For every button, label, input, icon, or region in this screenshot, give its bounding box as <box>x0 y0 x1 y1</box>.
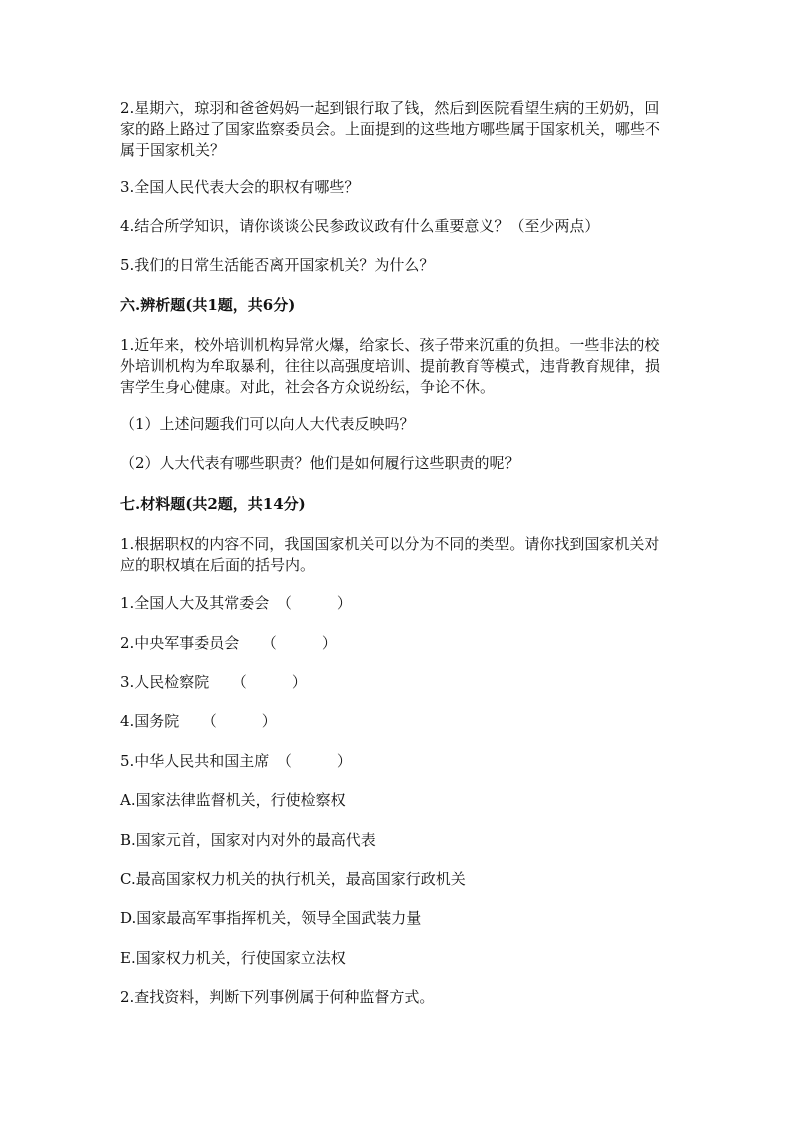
question-6-1-sub-2 <box>120 453 668 474</box>
option-d <box>120 908 668 929</box>
option-text: D.国家最高军事指挥机关，领导全国武装力量 <box>120 909 422 927</box>
question-5-5 <box>120 255 668 276</box>
question-text: 5.我们的日常生活能否离开国家机关？为什么？ <box>120 256 435 274</box>
question-text: 1.根据职权的内容不同，我国国家机关可以分为不同的类型。请你找到国家机关对应的职权填在后面的括号内。 <box>120 535 660 574</box>
matching-item-text: 2.中央军事委员会 （ ） <box>120 634 337 652</box>
option-text: A.国家法律监督机关，行使检察权 <box>120 791 346 809</box>
section-heading: 六.辨析题(共1题，共6分) <box>120 296 296 314</box>
question-text: 4.结合所学知识，请你谈谈公民参政议政有什么重要意义？（至少两点） <box>120 217 600 235</box>
option-text: E.国家权力机关，行使国家立法权 <box>120 949 346 967</box>
section-heading: 七.材料题(共2题，共14分) <box>120 495 306 513</box>
matching-item-text: 1.全国人大及其常委会 （ ） <box>120 594 352 612</box>
section-7-heading <box>120 494 668 515</box>
section-6-heading <box>120 295 668 316</box>
matching-item-text: 3.人民检察院 （ ） <box>120 673 307 691</box>
question-5-4 <box>120 216 668 237</box>
question-text: 1.近年来，校外培训机构异常火爆，给家长、孩子带来沉重的负担。一些非法的校外培训机构为牟取暴利，往往以高强度培训、提前教育等模式，违背教育规律，损害学生身心健康。对此，社会各方众说纷纭，争论不休。 <box>120 336 661 396</box>
matching-item-text: 5.中华人民共和国主席 （ ） <box>120 752 352 770</box>
question-6-1 <box>120 335 668 398</box>
question-7-1 <box>120 534 668 576</box>
question-6-1-sub-1 <box>120 414 668 435</box>
question-text: 2.查找资料，判断下列事例属于何种监督方式。 <box>120 988 435 1006</box>
question-7-2 <box>120 987 668 1008</box>
matching-item-3 <box>120 672 668 693</box>
option-c <box>120 869 668 890</box>
matching-item-5 <box>120 751 668 772</box>
matching-item-2 <box>120 633 668 654</box>
matching-item-1 <box>120 593 668 614</box>
sub-question-text: （1）上述问题我们可以向人大代表反映吗？ <box>120 415 415 433</box>
question-text: 3.全国人民代表大会的职权有哪些？ <box>120 178 360 196</box>
option-a <box>120 790 668 811</box>
matching-item-text: 4.国务院 （ ） <box>120 712 277 730</box>
sub-question-text: （2）人大代表有哪些职责？他们是如何履行这些职责的呢？ <box>120 454 520 472</box>
question-5-2 <box>120 98 668 161</box>
option-e <box>120 948 668 969</box>
option-b <box>120 830 668 851</box>
option-text: C.最高国家权力机关的执行机关，最高国家行政机关 <box>120 870 466 888</box>
question-text: 2.星期六，琼羽和爸爸妈妈一起到银行取了钱，然后到医院看望生病的王奶奶，回家的路上路过了国家监察委员会。上面提到的这些地方哪些属于国家机关，哪些不属于国家机关？ <box>120 99 661 159</box>
option-text: B.国家元首，国家对内对外的最高代表 <box>120 831 376 849</box>
matching-item-4 <box>120 711 668 732</box>
question-5-3 <box>120 177 668 198</box>
